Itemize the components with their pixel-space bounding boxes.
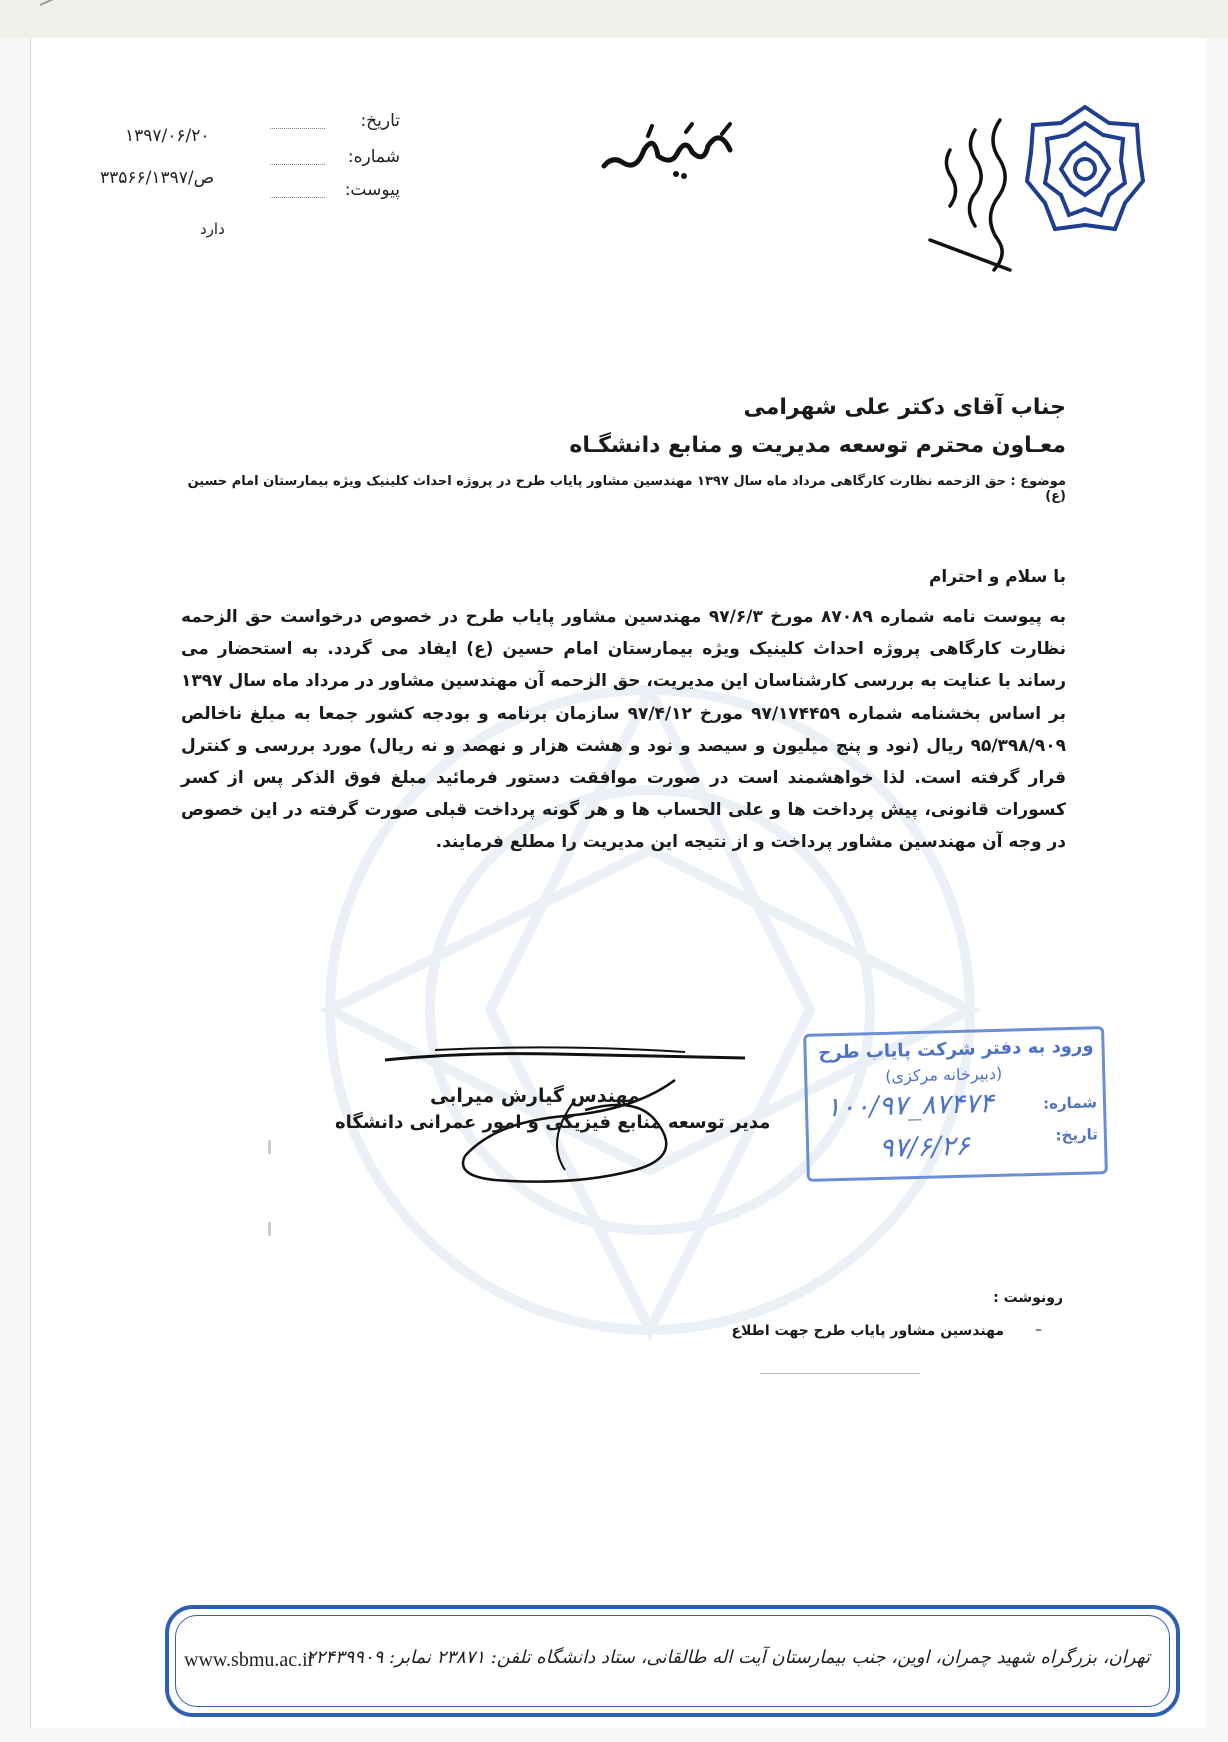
attachment-dots — [270, 197, 325, 198]
number-value: ۳۳۵۶۶/ص/۱۳۹۷ — [100, 168, 215, 188]
bismillah-calligraphy — [590, 120, 740, 190]
signatory-name: مهندس گیارش میرابی — [430, 1085, 640, 1107]
letter-body: به پیوست نامه شماره ۸۷۰۸۹ مورخ ۹۷/۶/۳ مهندسین مشاور پایاب طرح در خصوص درخواست حق الزحمه نظارت کارگاهی پروژه احداث کلینیک ویژه بیمارستان امام حسین (ع) ایفاد می گردد. به استحضار می رساند با عنایت به بررسی کارشناسان این مدیریت، حق الزحمه آن مهندسین مشاور در مرداد ماه سال ۱۳۹۷ بر اساس بخشنامه شماره ۹۷/۱۷۴۴۵۹ مورخ ۹۷/۴/۱۲ سازمان برنامه و بودجه کشور جمعا به مبلغ ناخالص ۹۵/۳۹۸/۹۰۹ ریال (نود و پنج میلیون و سیصد و نود و هشت هزار و نهصد و نه ریال) مورد بررسی و کنترل قرار گرفته است. لذا خواهشمند است در صورت موافقت دستور فرمائید مبلغ فوق الذکر پس از کسر کسورات قانونی، پیش پرداخت ها و علی الحساب ها و هر گونه پرداخت قبلی صورت گرفته در این خصوص در وجه آن مهندسین مشاور پرداخت و از نتیجه این مدیریت را مطلع فرمایند. — [181, 607, 1066, 853]
cc-bullet: – — [1035, 1322, 1042, 1338]
stamp-number-label: شماره: — [1042, 1093, 1098, 1113]
cc-divider — [760, 1373, 920, 1374]
number-label: شماره: — [347, 147, 400, 167]
cc-label: رونوشت : — [993, 1290, 1063, 1306]
footer-address: تهران، بزرگراه شهید چمران، اوین، جنب بیمارستان آیت اله طالقانی، ستاد دانشگاه تلفن: ۲۳۸۷۱ نمابر: ۲۲۴۳۹۹۰۹ — [305, 1647, 1150, 1668]
letterhead-footer — [165, 1605, 1180, 1717]
received-stamp — [803, 1026, 1108, 1182]
greeting: با سلام و احترام — [928, 567, 1066, 587]
signatory-title: مدیر توسعه منابع فیزیکی و امور عمرانی دانشگاه — [335, 1112, 771, 1133]
university-logo-icon — [1025, 103, 1145, 238]
margin-mark — [268, 1140, 271, 1154]
attachment-label: پیوست: — [344, 180, 400, 200]
university-name-calligraphy — [920, 110, 1020, 280]
stamp-subtitle: (دبیرخانه مرکزی) — [885, 1063, 1003, 1086]
date-value: ۱۳۹۷/۰۶/۲۰ — [125, 126, 210, 146]
number-dots — [270, 164, 325, 165]
attachment-value: دارد — [200, 220, 225, 238]
stamp-title: ورود به دفتر شرکت پایاب طرح — [818, 1035, 1094, 1064]
margin-mark — [268, 1222, 271, 1236]
scan-top-edge — [0, 0, 1228, 38]
subject-line: موضوع : حق الزحمه نظارت کارگاهی مرداد ماه سال ۱۳۹۷ مهندسین مشاور پایاب طرح در پروژه احداث کلینیک ویژه بیمارستان امام حسین (ع) — [187, 474, 1066, 504]
stamp-date-label: تاریخ: — [1055, 1125, 1099, 1145]
addressee-title: معـاون محترم توسعه مدیریت و منابع دانشگـاه — [569, 433, 1066, 458]
cc-recipient: مهندسین مشاور پایاب طرح جهت اطلاع — [731, 1323, 1004, 1339]
date-label: تاریخ: — [360, 111, 400, 131]
stamp-number-value: ۱۰۰/۹۷_۸۷۴۷۴ — [825, 1088, 995, 1124]
stamp-date-value: ۹۷/۶/۲۶ — [878, 1130, 971, 1165]
footer-website: www.sbmu.ac.ir — [184, 1649, 315, 1671]
addressee-name: جناب آقای دکتر علی شهرامی — [743, 395, 1066, 420]
